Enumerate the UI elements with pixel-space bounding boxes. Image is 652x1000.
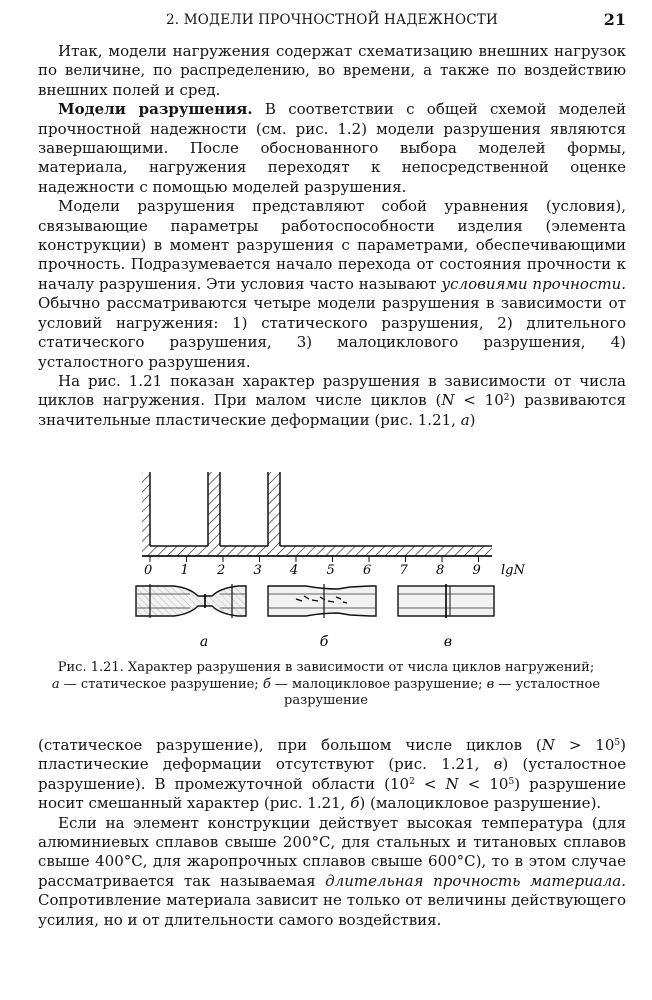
caption-text: — статическое разрушение; (59, 676, 263, 692)
panel-label-c: в (443, 634, 453, 650)
figure-1-21 (128, 466, 525, 656)
figure-ref-letter: а (460, 410, 470, 429)
axis-tick-label: 7 (399, 563, 408, 578)
body-text-lower (38, 736, 626, 930)
axis-ticks (144, 556, 525, 578)
math-text: < (414, 774, 446, 793)
page-number: 21 (603, 10, 626, 29)
paragraph-text: ) (469, 410, 476, 429)
superscript: 5 (508, 776, 515, 787)
zone-static-floor (150, 546, 208, 556)
paragraph (38, 814, 626, 930)
axis-tick-label: 1 (180, 563, 189, 578)
axis-tick-label: 4 (290, 563, 299, 578)
caption-text: — усталостное разрушение (284, 676, 601, 708)
zone-divider-2 (268, 472, 280, 556)
axis-tick-label: 5 (326, 563, 335, 578)
math-text: > 10 (554, 736, 615, 754)
specimen-c (398, 584, 494, 618)
specimen-a (136, 584, 246, 618)
zone-fatigue-floor (280, 546, 492, 556)
caption-text: — малоцикловое разрушение; (270, 676, 487, 692)
paragraph-text: Сопротивление материала зависит не только от величины действующего усилия, но и от длительности самого воздействия. (38, 891, 626, 929)
paragraph-text: ) (малоцикловое разрушение). (359, 794, 602, 813)
caption-key: а (51, 676, 60, 692)
paragraph-text: Модели разрушения представляют собой уравнения (условия), связывающие параметры работоспособности изделия (элемента конструкции) в момент разрушения с параметрами, обеспечивающими прочность. Подразумевается начало перехода от состояния прочности к началу разрушения. Эти условия часто называют (38, 197, 626, 293)
math-variable: N (441, 391, 455, 410)
panel-label-b: б (319, 634, 329, 650)
figure-ref-letter: в (493, 755, 503, 774)
specimen-b (268, 584, 376, 618)
paragraph-text: На рис. 1.21 показан характер разрушения в зависимости от числа циклов нагружения. При малом числе циклов ( (38, 371, 626, 410)
running-title: 2. МОДЕЛИ ПРОЧНОСТНОЙ НАДЕЖНОСТИ (165, 12, 498, 28)
body-text-upper (38, 42, 626, 430)
superscript: 5 (614, 738, 621, 748)
math-variable: N (541, 736, 555, 754)
caption-key: б (262, 676, 271, 692)
math-text: < 10 (454, 391, 504, 410)
axis-tick-label: 8 (436, 563, 445, 578)
paragraph (38, 100, 626, 197)
paragraph-text: Обычно рассматриваются четыре модели разрушения в зависимости от условий нагружения: 1) статического разрушения, 2) длительного статического разрушения, 3) малоциклового разрушения, 4) усталостного разрушения. (38, 294, 626, 371)
italic-term: условиями прочности. (441, 274, 626, 293)
figure-ref-letter: б (350, 794, 360, 813)
paragraph-text: ) разрушение носит смешанный характер (рис. 1.21, (38, 774, 626, 813)
axis-label: lgN (501, 563, 525, 578)
caption-key: в (486, 676, 495, 692)
axis-tick-label: 6 (363, 563, 372, 578)
paragraph (38, 197, 626, 372)
axis-tick-label: 0 (144, 563, 153, 578)
caption-title: Рис. 1.21. Характер разрушения в зависимости от числа циклов нагружений; (57, 660, 595, 675)
axis-tick-label: 2 (217, 563, 226, 578)
zone-divider-1 (208, 472, 220, 556)
paragraph: Итак, модели нагружения содержат схематизацию внешних нагрузок по величине, по распределению, во времени, а также по воздействию внешних полей и сред. (38, 42, 626, 99)
math-text: < 10 (458, 774, 509, 793)
paragraph (38, 736, 626, 814)
math-variable: N (445, 774, 459, 793)
paragraph-text: ) пластические деформации отсутствуют (рис. 1.21, (38, 736, 626, 774)
paragraph (38, 372, 626, 430)
caption-legend (26, 677, 626, 710)
axis-tick-label: 3 (253, 563, 262, 578)
superscript: 2 (503, 393, 510, 404)
zone-diagram (142, 472, 492, 556)
paragraph-text: ) (усталостное разрушение). В промежуточной области (10 (38, 755, 626, 793)
paragraph-text: В соответствии с общей схемой моделей прочностной надежности (см. рис. 1.2) модели разрушения являются завершающими. После обоснованного выбора моделей формы, материала, нагружения переходят к непосредственной оценке надежности с помощью моделей разрушения. (38, 100, 626, 196)
superscript: 2 (409, 776, 415, 787)
italic-term: длительная прочность материала. (325, 871, 626, 890)
section-run-in-heading: Модели разрушения. (58, 100, 253, 119)
figure-caption (26, 660, 626, 710)
paragraph-text: (статическое разрушение), при большом числе циклов ( (38, 736, 542, 754)
zone-lowcycle-floor (220, 546, 268, 556)
zone-static-wall (142, 472, 150, 556)
paragraph-text: Если на элемент конструкции действует высокая температура (для алюминиевых сплавов свыше 200°С, для стальных и титановых сплавов свыше 400°С, для жаропрочных сплавов свыше 600°С), то в этом случае рассматривается так называемая (38, 813, 626, 890)
panel-label-a: а (199, 634, 209, 650)
page-header (38, 10, 626, 32)
paragraph-text: ) развиваются значительные пластические деформации (рис. 1.21, (38, 391, 626, 429)
axis-tick-label: 9 (472, 563, 481, 578)
